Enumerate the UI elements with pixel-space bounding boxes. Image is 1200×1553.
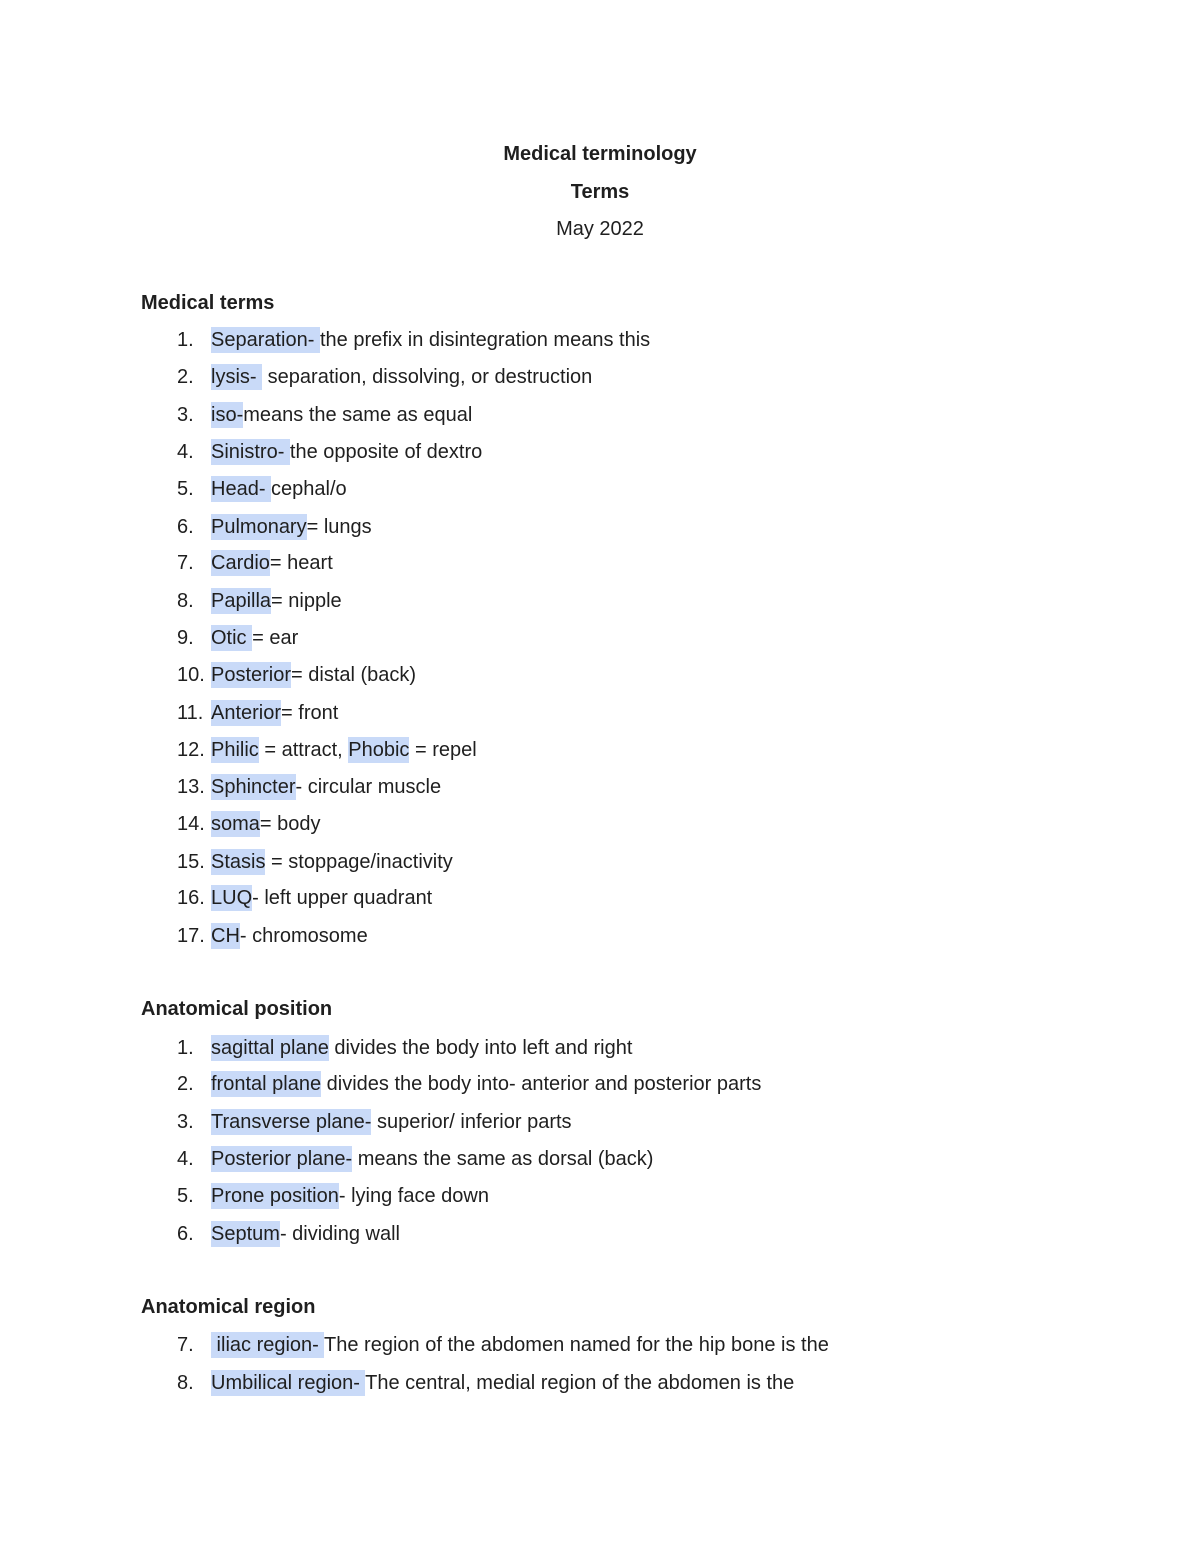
document-title: Medical terminology xyxy=(503,143,697,165)
list-item-number: 11. xyxy=(177,702,204,724)
section-heading: Medical terms xyxy=(141,292,275,314)
highlighted-term: Anterior xyxy=(211,702,282,724)
list-item-number: 8. xyxy=(177,1372,194,1394)
highlighted-term: Philic xyxy=(211,739,259,761)
term-definition: = repel xyxy=(409,739,477,761)
term-definition: means the same as dorsal (back) xyxy=(352,1148,654,1170)
list-item xyxy=(141,812,321,840)
term-definition: cephal/o xyxy=(271,478,347,500)
highlighted-term: iliac region- xyxy=(211,1334,325,1356)
highlighted-term: iso- xyxy=(211,404,244,426)
document-subtitle: Terms xyxy=(570,181,630,203)
list-item-number: 4. xyxy=(177,1148,194,1170)
term-definition: - circular muscle xyxy=(295,776,442,798)
term-definition: The region of the abdomen named for the hip bone is the xyxy=(324,1334,829,1356)
list-item-number: 5. xyxy=(177,478,194,500)
highlighted-term: Sinistro- xyxy=(211,441,290,463)
list-item-number: 2. xyxy=(177,366,194,388)
highlighted-term: lysis- xyxy=(211,366,263,388)
list-item xyxy=(141,515,372,543)
section-heading: Anatomical region xyxy=(141,1296,316,1318)
term-definition: - dividing wall xyxy=(279,1223,400,1245)
list-item-number: 15. xyxy=(177,851,205,873)
highlighted-term: Stasis xyxy=(211,851,266,873)
list-item xyxy=(141,738,477,766)
highlighted-term: Separation- xyxy=(211,329,320,351)
list-item-number: 10. xyxy=(177,664,205,686)
term-definition: - left upper quadrant xyxy=(252,887,433,909)
list-item-number: 14. xyxy=(177,813,205,835)
list-item xyxy=(141,589,342,617)
highlighted-term: Transverse plane- xyxy=(211,1111,372,1133)
list-item xyxy=(141,1072,761,1100)
term-definition: = distal (back) xyxy=(291,664,417,686)
highlighted-term: Papilla xyxy=(211,590,272,612)
list-item-number: 6. xyxy=(177,1223,194,1245)
list-item-number: 1. xyxy=(177,1037,194,1059)
highlighted-term: CH xyxy=(211,925,240,947)
list-item-number: 13. xyxy=(177,776,205,798)
term-definition: = lungs xyxy=(306,516,372,538)
highlighted-term: Posterior plane- xyxy=(211,1148,353,1170)
list-item-number: 4. xyxy=(177,441,194,463)
list-item xyxy=(141,440,482,468)
list-item-number: 16. xyxy=(177,887,205,909)
list-item xyxy=(141,1036,632,1064)
list-item-number: 7. xyxy=(177,1334,194,1356)
highlighted-term: Prone position xyxy=(211,1185,339,1207)
term-definition: = attract, xyxy=(258,739,349,761)
term-definition: means the same as equal xyxy=(243,404,473,426)
list-item xyxy=(141,775,441,803)
list-item xyxy=(141,663,416,691)
term-definition: the opposite of dextro xyxy=(289,441,483,463)
list-item-number: 12. xyxy=(177,739,205,761)
list-item xyxy=(141,1110,572,1138)
highlighted-term: sagittal plane xyxy=(211,1037,329,1059)
highlighted-term: soma xyxy=(211,813,260,835)
list-item xyxy=(141,1333,829,1361)
list-item-number: 8. xyxy=(177,590,194,612)
term-definition: - lying face down xyxy=(338,1185,489,1207)
term-definition: superior/ inferior parts xyxy=(371,1111,572,1133)
list-item xyxy=(141,850,453,878)
term-definition: divides the body into left and right xyxy=(328,1037,633,1059)
list-item-number: 17. xyxy=(177,925,205,947)
highlighted-term: Otic xyxy=(211,627,253,649)
document-date: May 2022 xyxy=(556,218,644,240)
list-item-number: 6. xyxy=(177,516,194,538)
term-definition: = ear xyxy=(252,627,299,649)
list-item xyxy=(141,1222,400,1250)
term-definition: = heart xyxy=(269,552,333,574)
highlighted-term: Phobic xyxy=(348,739,410,761)
term-definition: = body xyxy=(259,813,321,835)
list-item xyxy=(141,924,368,952)
list-item-number: 9. xyxy=(177,627,194,649)
list-item xyxy=(141,626,298,654)
list-item xyxy=(141,403,472,431)
term-definition: = nipple xyxy=(271,590,342,612)
list-item xyxy=(141,365,592,393)
highlighted-term: Pulmonary xyxy=(211,516,307,538)
highlighted-term: frontal plane xyxy=(211,1073,322,1095)
list-item-number: 2. xyxy=(177,1073,194,1095)
list-item xyxy=(141,1371,794,1399)
term-definition: - chromosome xyxy=(239,925,368,947)
list-item xyxy=(141,551,333,579)
highlighted-term: Umbilical region- xyxy=(211,1372,366,1394)
section-heading: Anatomical position xyxy=(141,998,333,1020)
highlighted-term: Posterior xyxy=(211,664,292,686)
highlighted-term: Head- xyxy=(211,478,272,500)
term-definition: separation, dissolving, or destruction xyxy=(262,366,593,388)
list-item-number: 3. xyxy=(177,404,194,426)
list-item-number: 7. xyxy=(177,552,194,574)
highlighted-term: Sphincter xyxy=(211,776,296,798)
highlighted-term: Septum xyxy=(211,1223,280,1245)
list-item-number: 1. xyxy=(177,329,194,351)
term-definition: divides the body into- anterior and posterior parts xyxy=(321,1073,762,1095)
list-item-number: 5. xyxy=(177,1185,194,1207)
term-definition: = front xyxy=(281,702,339,724)
term-definition: The central, medial region of the abdomen is the xyxy=(365,1372,795,1394)
highlighted-term: Cardio xyxy=(211,552,270,574)
list-item xyxy=(141,1147,653,1175)
list-item xyxy=(141,886,432,914)
list-item xyxy=(141,328,650,356)
term-definition: the prefix in disintegration means this xyxy=(319,329,651,351)
list-item xyxy=(141,477,347,505)
list-item xyxy=(141,1184,489,1212)
list-item-number: 3. xyxy=(177,1111,194,1133)
highlighted-term: LUQ xyxy=(211,887,253,909)
list-item xyxy=(141,701,338,729)
term-definition: = stoppage/inactivity xyxy=(265,851,453,873)
